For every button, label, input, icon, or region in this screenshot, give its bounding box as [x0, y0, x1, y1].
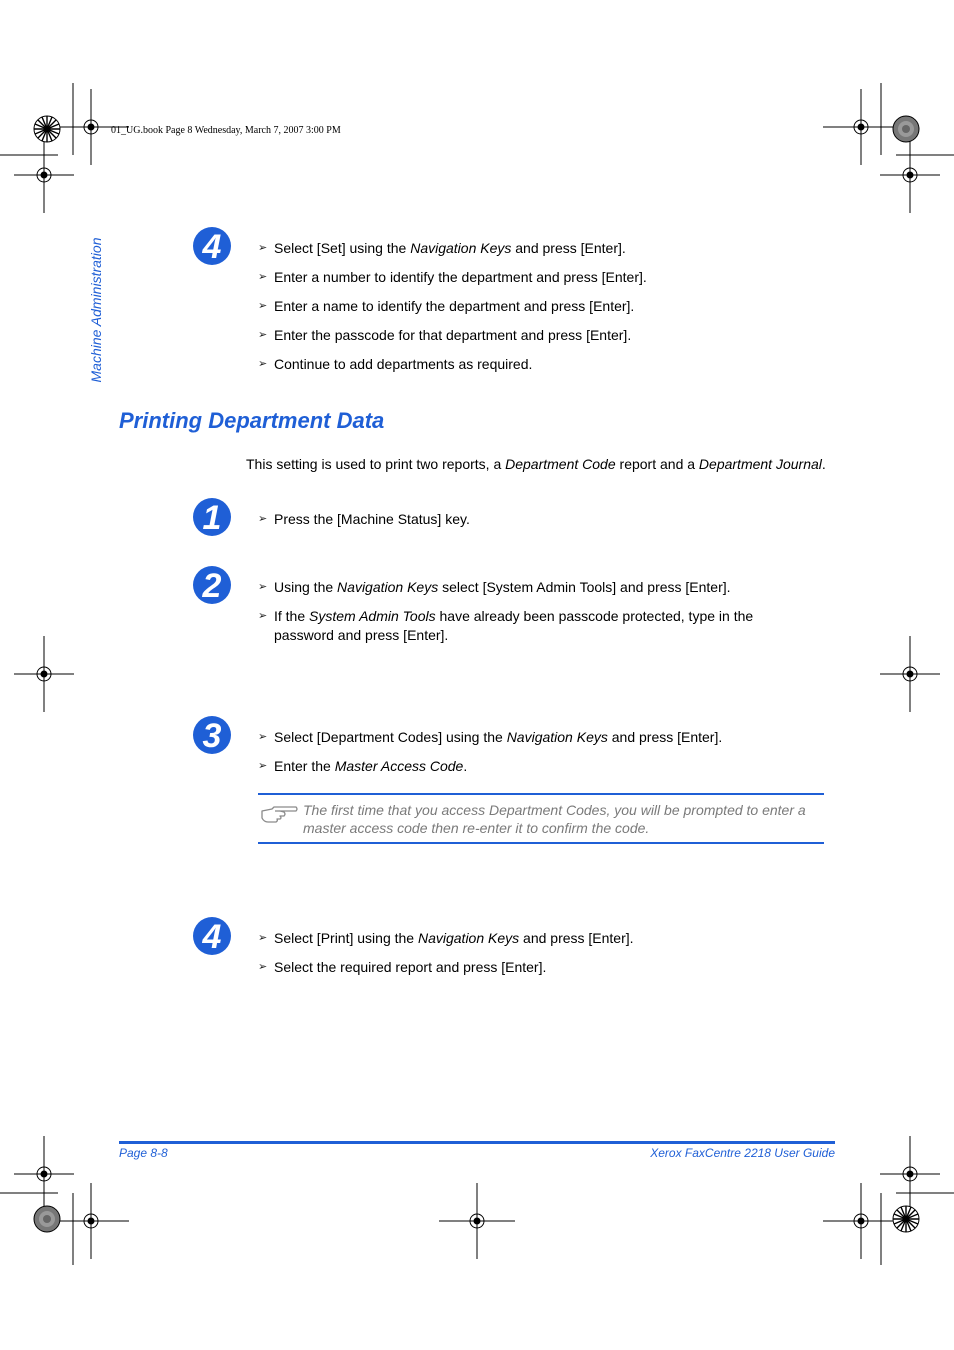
bullet-item: ➢ Press the [Machine Status] key. — [258, 511, 470, 527]
arrow-bullet-icon: ➢ — [258, 760, 268, 772]
bullet-item: ➢ Enter a name to identify the department and press [Enter]. — [258, 298, 635, 314]
arrow-bullet-icon: ➢ — [258, 300, 268, 312]
arrow-bullet-icon: ➢ — [258, 731, 268, 743]
step-number-icon — [192, 565, 232, 605]
arrow-bullet-icon: ➢ — [258, 581, 268, 593]
step-number-badge — [192, 497, 232, 537]
intro-paragraph: This setting is used to print two reports, a Department Code report and a Department Journal. — [246, 456, 826, 472]
step-number-icon — [192, 715, 232, 755]
arrow-bullet-icon: ➢ — [258, 358, 268, 370]
svg-text:1: 1 — [202, 499, 222, 537]
page-number: Page 8-8 — [119, 1146, 168, 1160]
bullet-item: ➢ Enter a number to identify the department and press [Enter]. — [258, 269, 647, 285]
bullet-item: ➢ Select [Set] using the Navigation Keys and press [Enter]. — [258, 240, 626, 256]
step-number-badge — [192, 715, 232, 755]
step-bullets — [258, 929, 838, 987]
bullet-item: ➢ If the System Admin Tools have already been passcode protected, type in the password and press [Enter]. — [258, 608, 754, 643]
arrow-bullet-icon: ➢ — [258, 610, 268, 622]
bullet-item: ➢ Continue to add departments as required. — [258, 356, 533, 372]
step-number-badge — [192, 916, 232, 956]
step-bullets — [258, 510, 838, 539]
arrow-bullet-icon: ➢ — [258, 329, 268, 341]
arrow-bullet-icon: ➢ — [258, 932, 268, 944]
svg-text:4: 4 — [202, 918, 222, 956]
bullet-item: ➢ Select [Print] using the Navigation Keys and press [Enter]. — [258, 930, 634, 946]
side-label: Machine Administration — [88, 237, 104, 383]
bullet-item: ➢ Enter the passcode for that department and press [Enter]. — [258, 327, 632, 343]
svg-text:4: 4 — [202, 228, 222, 266]
step-number-icon — [192, 226, 232, 266]
step-bullets — [258, 728, 838, 786]
arrow-bullet-icon: ➢ — [258, 513, 268, 525]
bullet-item: ➢ Enter the Master Access Code. — [258, 758, 468, 774]
note-box — [258, 793, 824, 844]
step-number-icon — [192, 916, 232, 956]
print-header: 01_UG.book Page 8 Wednesday, March 7, 2007 3:00 PM — [111, 125, 341, 136]
step-bullets — [258, 578, 778, 655]
section-title: Printing Department Data — [119, 408, 385, 433]
bullet-item: ➢ Select the required report and press [Enter]. — [258, 959, 547, 975]
footer-rule — [119, 1141, 835, 1144]
step-number-badge — [192, 565, 232, 605]
step-number-icon — [192, 497, 232, 537]
note-text: The first time that you access Department Codes, you will be prompted to enter a master access code then re-enter it to confirm the code. — [303, 802, 806, 836]
guide-title: Xerox FaxCentre 2218 User Guide — [650, 1146, 835, 1160]
svg-text:3: 3 — [202, 717, 222, 755]
step-bullets — [258, 239, 838, 384]
arrow-bullet-icon: ➢ — [258, 271, 268, 283]
svg-text:2: 2 — [202, 567, 222, 605]
arrow-bullet-icon: ➢ — [258, 961, 268, 973]
step-number-badge — [192, 226, 232, 266]
bullet-item: ➢ Select [Department Codes] using the Navigation Keys and press [Enter]. — [258, 729, 723, 745]
arrow-bullet-icon: ➢ — [258, 242, 268, 254]
pointing-hand-icon — [260, 803, 298, 830]
bullet-item: ➢ Using the Navigation Keys select [System Admin Tools] and press [Enter]. — [258, 579, 731, 595]
